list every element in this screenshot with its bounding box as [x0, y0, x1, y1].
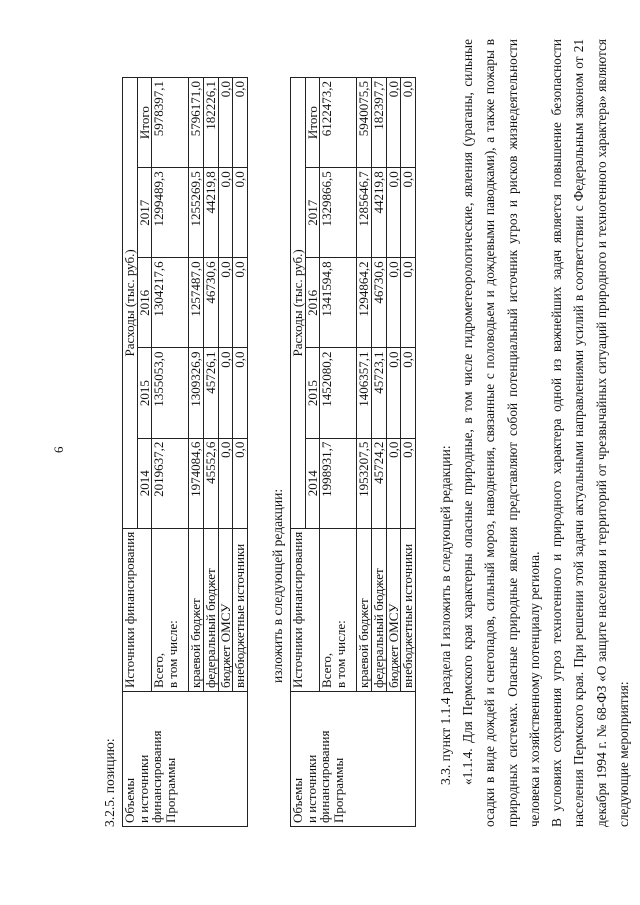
cell-value: 0,0 [401, 348, 416, 438]
row-source-label: Всего, [151, 652, 167, 688]
cell-value: 0,0 [233, 438, 248, 528]
row-source-label: краевой бюджет [357, 528, 372, 691]
paragraph: «1.1.4. Для Пермского края характерны опасные природные, в том числе гидрометеорологические, явления (ураганы, сильные осадки в виде дождей и снегопадов, сильный мороз, наводнения, связанные с половодьем и дождевыми паводками), а также пожары в природных системах. Опасные природные явления представляют собой потенциальный источник угроз и рисков жизнедеятельности человека и хозяйственному потенциалу региона. [460, 39, 542, 827]
cell-value: 1355053,0 [152, 348, 189, 438]
cell-value: 1406357,1 [357, 348, 372, 438]
row-label-line: и источники [303, 754, 319, 823]
cell-value: 46730,6 [203, 258, 218, 348]
section-heading-3-2-5: 3.2.5. позицию: [102, 738, 117, 827]
cell-value: 1285646,7 [357, 168, 372, 258]
cell-value: 0,0 [386, 348, 401, 438]
cell-value: 1299489,3 [152, 168, 189, 258]
cell-value: 1294864,2 [357, 258, 372, 348]
year-header: Итого [137, 78, 152, 168]
cell-value: 0,0 [233, 258, 248, 348]
year-header: 2015 [137, 348, 152, 438]
cell-value: 5796171,0 [189, 78, 204, 168]
cell-value: 5978397,1 [152, 78, 189, 168]
cell-value: 45723,1 [371, 348, 386, 438]
cell-value: 1304217,6 [152, 258, 189, 348]
cell-value: 0,0 [233, 78, 248, 168]
cell-value: 0,0 [218, 168, 233, 258]
row-label-line: Программы [330, 757, 346, 823]
row-source-label: Всего, [319, 652, 335, 688]
cell-value: 1953207,5 [357, 438, 372, 528]
cell-value: 0,0 [401, 438, 416, 528]
row-label-line: Программы [162, 757, 178, 823]
row-label-line: финансирования [317, 730, 333, 823]
cell-value: 1257487,0 [189, 258, 204, 348]
cell-value: 44219,8 [371, 168, 386, 258]
cell-value: 46730,6 [371, 258, 386, 348]
sources-header: Источники финансирования [123, 528, 152, 691]
cell-value: 2019637,2 [152, 438, 189, 528]
cell-value: 0,0 [401, 78, 416, 168]
cell-value: 1974084,6 [189, 438, 204, 528]
cell-value: 45726,1 [203, 348, 218, 438]
cell-value: 1998931,7 [320, 438, 357, 528]
row-label-line: Объемы [290, 777, 305, 823]
cell-value: 0,0 [386, 258, 401, 348]
cell-value: 1255269,5 [189, 168, 204, 258]
cell-value: 0,0 [233, 348, 248, 438]
row-source-label: внебюджетные источники [401, 528, 416, 691]
year-header: 2017 [137, 168, 152, 258]
expenses-header: Расходы (тыс. руб.) [123, 78, 138, 529]
row-source-sub: в том числе: [332, 620, 348, 688]
row-source [320, 528, 357, 691]
year-header: 2016 [305, 258, 320, 348]
expenses-header: Расходы (тыс. руб.) [291, 78, 306, 529]
cell-value: 45552,6 [203, 438, 218, 528]
cell-value: 1309326,9 [189, 348, 204, 438]
year-header: 2014 [137, 438, 152, 528]
table-row-label-cell [291, 692, 416, 827]
cell-value: 0,0 [218, 348, 233, 438]
row-source-label: федеральный бюджет [203, 528, 218, 691]
sources-header: Источники финансирования [291, 528, 320, 691]
section-heading-3-3: 3.3. пункт 1.1.4 раздела I изложить в следующей редакции: [438, 445, 453, 785]
section-heading-new-edition: изложить в следующей редакции: [270, 488, 285, 683]
row-label-line: финансирования [149, 730, 165, 823]
cell-value: 0,0 [218, 78, 233, 168]
cell-value: 0,0 [218, 258, 233, 348]
cell-value: 182226,1 [203, 78, 218, 168]
year-header: 2015 [305, 348, 320, 438]
row-source-label: федеральный бюджет [371, 528, 386, 691]
row-label-line: и источники [135, 754, 151, 823]
cell-value: 0,0 [386, 438, 401, 528]
cell-value: 0,0 [386, 78, 401, 168]
body-text [457, 39, 635, 827]
cell-value: 0,0 [386, 168, 401, 258]
cell-value: 182397,7 [371, 78, 386, 168]
row-source [152, 528, 189, 691]
cell-value: 0,0 [401, 258, 416, 348]
row-label-line: Объемы [122, 777, 137, 823]
cell-value: 5940075,5 [357, 78, 372, 168]
year-header: 2017 [305, 168, 320, 258]
cell-value: 6122473,2 [320, 78, 357, 168]
cell-value: 1329866,5 [320, 168, 357, 258]
row-source-label: краевой бюджет [189, 528, 204, 691]
cell-value: 0,0 [401, 168, 416, 258]
cell-value: 0,0 [218, 438, 233, 528]
year-header: 2014 [305, 438, 320, 528]
row-source-label: бюджет ОМСУ [218, 528, 233, 691]
cell-value: 44219,8 [203, 168, 218, 258]
cell-value: 1452080,2 [320, 348, 357, 438]
cell-value: 1341594,8 [320, 258, 357, 348]
cell-value: 0,0 [233, 168, 248, 258]
cell-value: 45724,2 [371, 438, 386, 528]
table-row-label-cell [123, 692, 248, 827]
financing-table-new [290, 77, 416, 827]
financing-table-old [122, 77, 248, 827]
row-source-sub: в том числе: [164, 620, 180, 688]
row-source-label: внебюджетные источники [233, 528, 248, 691]
page-number: 6 [51, 446, 66, 453]
paragraph: В условиях сохранения угроз техногенного и природного характера одной из важнейших задач является повышение безопасности населения Пермского края. При решении этой задачи актуальными направлениями усилий в соответствии с Федеральным законом от 21 декабря 1994 г. № 68-ФЗ «О защите населения и территорий от чрезвычайных ситуаций природного и техногенного характера» являются следующие мероприятия: [549, 39, 632, 827]
year-header: 2016 [137, 258, 152, 348]
year-header: Итого [305, 78, 320, 168]
row-source-label: бюджет ОМСУ [386, 528, 401, 691]
